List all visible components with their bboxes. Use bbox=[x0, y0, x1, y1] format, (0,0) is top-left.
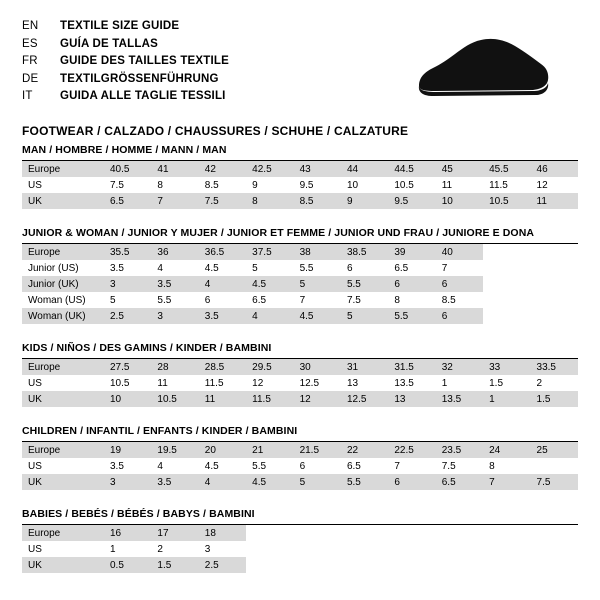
size-cell: 22.5 bbox=[388, 442, 435, 458]
size-cell: 10 bbox=[104, 391, 151, 407]
row-label: Woman (UK) bbox=[22, 308, 104, 324]
size-cell: 44 bbox=[341, 161, 388, 177]
table-row bbox=[22, 177, 578, 193]
size-cell bbox=[388, 557, 435, 573]
size-cell: 18 bbox=[199, 525, 246, 541]
table-row bbox=[22, 474, 578, 490]
size-section bbox=[22, 144, 578, 209]
size-cell bbox=[531, 525, 578, 541]
section-title: JUNIOR & WOMAN / JUNIOR Y MUJER / JUNIOR ET FEMME / JUNIOR UND FRAU / JUNIORE E DONA bbox=[22, 227, 578, 244]
size-cell: 3.5 bbox=[104, 260, 151, 276]
size-cell: 10.5 bbox=[104, 375, 151, 391]
size-cell: 8 bbox=[151, 177, 198, 193]
size-cell bbox=[483, 260, 530, 276]
size-cell: 4.5 bbox=[294, 308, 341, 324]
size-section bbox=[22, 508, 578, 573]
size-cell: 41 bbox=[151, 161, 198, 177]
size-cell bbox=[436, 557, 483, 573]
size-cell: 4.5 bbox=[246, 276, 293, 292]
size-cell: 8.5 bbox=[436, 292, 483, 308]
size-cell: 6.5 bbox=[436, 474, 483, 490]
size-table bbox=[22, 442, 578, 490]
size-table bbox=[22, 244, 578, 324]
size-cell bbox=[531, 458, 578, 474]
size-cell bbox=[483, 541, 530, 557]
size-cell bbox=[341, 525, 388, 541]
size-cell: 10 bbox=[341, 177, 388, 193]
row-label: UK bbox=[22, 391, 104, 407]
size-table bbox=[22, 161, 578, 209]
size-cell: 5.5 bbox=[388, 308, 435, 324]
size-cell: 13 bbox=[388, 391, 435, 407]
language-guide-title: TEXTILGRÖSSENFÜHRUNG bbox=[60, 72, 219, 85]
size-cell: 5.5 bbox=[341, 276, 388, 292]
size-cell bbox=[388, 525, 435, 541]
size-cell: 3.5 bbox=[104, 458, 151, 474]
size-cell: 4 bbox=[199, 276, 246, 292]
size-sections bbox=[22, 144, 578, 573]
document-header bbox=[22, 18, 578, 138]
size-cell: 7 bbox=[483, 474, 530, 490]
size-cell: 16 bbox=[104, 525, 151, 541]
size-cell: 3 bbox=[199, 541, 246, 557]
row-label: Europe bbox=[22, 161, 104, 177]
size-cell: 12.5 bbox=[341, 391, 388, 407]
table-row bbox=[22, 359, 578, 375]
size-cell: 23.5 bbox=[436, 442, 483, 458]
language-code: EN bbox=[22, 20, 39, 32]
section-title: CHILDREN / INFANTIL / ENFANTS / KINDER / BAMBINI bbox=[22, 425, 578, 442]
size-cell bbox=[246, 557, 293, 573]
size-cell: 31 bbox=[341, 359, 388, 375]
size-cell: 1 bbox=[436, 375, 483, 391]
size-cell bbox=[294, 557, 341, 573]
size-cell: 1.5 bbox=[483, 375, 530, 391]
size-cell: 6 bbox=[388, 276, 435, 292]
size-table bbox=[22, 359, 578, 407]
size-cell: 8.5 bbox=[199, 177, 246, 193]
table-row bbox=[22, 308, 578, 324]
size-cell: 38 bbox=[294, 244, 341, 260]
size-cell: 3.5 bbox=[199, 308, 246, 324]
size-cell bbox=[531, 541, 578, 557]
size-cell: 10.5 bbox=[388, 177, 435, 193]
size-cell bbox=[294, 525, 341, 541]
row-label: US bbox=[22, 177, 104, 193]
size-table bbox=[22, 525, 578, 573]
size-cell: 13.5 bbox=[436, 391, 483, 407]
size-cell: 4 bbox=[199, 474, 246, 490]
size-cell: 3.5 bbox=[151, 276, 198, 292]
size-cell: 42.5 bbox=[246, 161, 293, 177]
section-title: MAN / HOMBRE / HOMME / MANN / MAN bbox=[22, 144, 578, 161]
size-cell: 7 bbox=[151, 193, 198, 209]
size-cell: 36.5 bbox=[199, 244, 246, 260]
size-cell: 9.5 bbox=[294, 177, 341, 193]
size-cell: 7 bbox=[294, 292, 341, 308]
size-cell: 11.5 bbox=[199, 375, 246, 391]
size-cell: 5 bbox=[294, 276, 341, 292]
size-cell: 40 bbox=[436, 244, 483, 260]
size-cell: 3 bbox=[104, 276, 151, 292]
size-cell: 5.5 bbox=[341, 474, 388, 490]
size-cell: 6 bbox=[341, 260, 388, 276]
size-cell: 9.5 bbox=[388, 193, 435, 209]
size-cell: 3.5 bbox=[151, 474, 198, 490]
size-cell bbox=[341, 557, 388, 573]
size-cell: 2 bbox=[531, 375, 578, 391]
size-cell bbox=[531, 308, 578, 324]
row-label: US bbox=[22, 458, 104, 474]
size-cell: 21.5 bbox=[294, 442, 341, 458]
size-cell bbox=[246, 541, 293, 557]
row-label: Junior (US) bbox=[22, 260, 104, 276]
size-cell: 4.5 bbox=[199, 260, 246, 276]
table-row bbox=[22, 244, 578, 260]
size-cell bbox=[483, 292, 530, 308]
size-cell: 35.5 bbox=[104, 244, 151, 260]
size-cell bbox=[483, 525, 530, 541]
size-cell: 30 bbox=[294, 359, 341, 375]
size-cell: 7.5 bbox=[531, 474, 578, 490]
language-guide-title: GUIDE DES TAILLES TEXTILE bbox=[60, 55, 229, 67]
row-label: US bbox=[22, 375, 104, 391]
language-guide-title: GUIDA ALLE TAGLIE TESSILI bbox=[60, 90, 226, 102]
size-cell bbox=[246, 525, 293, 541]
row-label: US bbox=[22, 541, 104, 557]
table-row bbox=[22, 458, 578, 474]
size-cell: 2.5 bbox=[104, 308, 151, 324]
table-row bbox=[22, 391, 578, 407]
size-cell bbox=[436, 541, 483, 557]
size-cell bbox=[483, 244, 530, 260]
size-cell: 8.5 bbox=[294, 193, 341, 209]
size-cell: 7.5 bbox=[104, 177, 151, 193]
table-row bbox=[22, 525, 578, 541]
size-cell: 12 bbox=[294, 391, 341, 407]
size-cell: 13 bbox=[341, 375, 388, 391]
size-cell: 8 bbox=[246, 193, 293, 209]
table-row bbox=[22, 292, 578, 308]
table-row bbox=[22, 557, 578, 573]
table-row bbox=[22, 260, 578, 276]
size-cell: 13.5 bbox=[388, 375, 435, 391]
footwear-category-title: FOOTWEAR / CALZADO / CHAUSSURES / SCHUHE / CALZATURE bbox=[22, 123, 409, 138]
language-code: IT bbox=[22, 90, 33, 102]
size-cell: 24 bbox=[483, 442, 530, 458]
size-cell: 6 bbox=[199, 292, 246, 308]
size-cell bbox=[341, 541, 388, 557]
section-title: KIDS / NIÑOS / DES GAMINS / KINDER / BAMBINI bbox=[22, 342, 578, 359]
size-cell: 1 bbox=[483, 391, 530, 407]
language-guide-title: TEXTILE SIZE GUIDE bbox=[60, 20, 180, 32]
size-cell: 0.5 bbox=[104, 557, 151, 573]
size-cell: 7.5 bbox=[199, 193, 246, 209]
table-row bbox=[22, 375, 578, 391]
size-cell bbox=[294, 541, 341, 557]
size-cell: 42 bbox=[199, 161, 246, 177]
size-cell: 4 bbox=[246, 308, 293, 324]
size-cell: 2.5 bbox=[199, 557, 246, 573]
row-label: Europe bbox=[22, 525, 104, 541]
size-section bbox=[22, 425, 578, 490]
size-cell: 45.5 bbox=[483, 161, 530, 177]
language-code: ES bbox=[22, 37, 38, 50]
size-cell: 32 bbox=[436, 359, 483, 375]
size-cell: 11 bbox=[436, 177, 483, 193]
size-cell: 6 bbox=[294, 458, 341, 474]
row-label: UK bbox=[22, 557, 104, 573]
size-cell bbox=[483, 557, 530, 573]
size-cell: 5 bbox=[246, 260, 293, 276]
size-cell: 6.5 bbox=[246, 292, 293, 308]
size-cell: 4 bbox=[151, 260, 198, 276]
size-cell bbox=[483, 276, 530, 292]
size-cell: 12 bbox=[531, 177, 578, 193]
table-row bbox=[22, 193, 578, 209]
size-cell: 7.5 bbox=[436, 458, 483, 474]
size-cell: 33.5 bbox=[531, 359, 578, 375]
size-cell: 6 bbox=[388, 474, 435, 490]
row-label: Europe bbox=[22, 442, 104, 458]
size-cell: 37.5 bbox=[246, 244, 293, 260]
size-cell: 6.5 bbox=[388, 260, 435, 276]
size-cell bbox=[531, 557, 578, 573]
size-cell: 28.5 bbox=[199, 359, 246, 375]
size-cell: 2 bbox=[151, 541, 198, 557]
size-cell bbox=[531, 244, 578, 260]
size-cell: 3 bbox=[151, 308, 198, 324]
row-label: UK bbox=[22, 193, 104, 209]
size-cell: 7.5 bbox=[341, 292, 388, 308]
row-label: Europe bbox=[22, 244, 104, 260]
size-cell: 12 bbox=[246, 375, 293, 391]
section-title: BABIES / BEBÉS / BÉBÉS / BABYS / BAMBINI bbox=[22, 508, 578, 525]
size-cell: 11 bbox=[531, 193, 578, 209]
size-cell: 1.5 bbox=[531, 391, 578, 407]
size-section bbox=[22, 227, 578, 324]
size-cell: 9 bbox=[341, 193, 388, 209]
size-cell: 4.5 bbox=[246, 474, 293, 490]
size-cell: 11 bbox=[151, 375, 198, 391]
row-label: UK bbox=[22, 474, 104, 490]
size-cell: 17 bbox=[151, 525, 198, 541]
size-cell: 7 bbox=[436, 260, 483, 276]
row-label: Junior (UK) bbox=[22, 276, 104, 292]
size-cell bbox=[531, 292, 578, 308]
size-cell bbox=[436, 525, 483, 541]
size-cell: 5 bbox=[294, 474, 341, 490]
language-code: DE bbox=[22, 72, 39, 85]
size-cell: 6.5 bbox=[104, 193, 151, 209]
size-cell bbox=[388, 541, 435, 557]
table-row bbox=[22, 161, 578, 177]
size-cell: 25 bbox=[531, 442, 578, 458]
size-cell: 22 bbox=[341, 442, 388, 458]
size-cell: 10 bbox=[436, 193, 483, 209]
size-cell: 1 bbox=[104, 541, 151, 557]
row-label: Europe bbox=[22, 359, 104, 375]
size-cell: 5.5 bbox=[246, 458, 293, 474]
size-cell: 10.5 bbox=[483, 193, 530, 209]
size-cell: 5.5 bbox=[151, 292, 198, 308]
size-cell: 5.5 bbox=[294, 260, 341, 276]
size-cell: 8 bbox=[483, 458, 530, 474]
size-cell: 40.5 bbox=[104, 161, 151, 177]
size-cell: 33 bbox=[483, 359, 530, 375]
size-cell: 1.5 bbox=[151, 557, 198, 573]
size-cell: 12.5 bbox=[294, 375, 341, 391]
size-cell bbox=[531, 276, 578, 292]
size-cell: 4 bbox=[151, 458, 198, 474]
size-cell: 27.5 bbox=[104, 359, 151, 375]
size-cell: 38.5 bbox=[341, 244, 388, 260]
table-row bbox=[22, 541, 578, 557]
size-cell: 9 bbox=[246, 177, 293, 193]
size-cell: 19.5 bbox=[151, 442, 198, 458]
table-row bbox=[22, 276, 578, 292]
size-cell: 31.5 bbox=[388, 359, 435, 375]
size-cell: 4.5 bbox=[199, 458, 246, 474]
language-code: FR bbox=[22, 55, 38, 67]
size-cell: 44.5 bbox=[388, 161, 435, 177]
size-cell bbox=[483, 308, 530, 324]
language-guide-title: GUÍA DE TALLAS bbox=[60, 37, 158, 50]
size-cell bbox=[531, 260, 578, 276]
size-cell: 21 bbox=[246, 442, 293, 458]
size-cell: 39 bbox=[388, 244, 435, 260]
size-cell: 3 bbox=[104, 474, 151, 490]
table-row bbox=[22, 442, 578, 458]
row-label: Woman (US) bbox=[22, 292, 104, 308]
dress-shoe-icon bbox=[375, 28, 550, 108]
size-cell: 5 bbox=[341, 308, 388, 324]
size-cell: 45 bbox=[436, 161, 483, 177]
size-cell: 11.5 bbox=[483, 177, 530, 193]
size-cell: 11.5 bbox=[246, 391, 293, 407]
size-cell: 20 bbox=[199, 442, 246, 458]
size-cell: 43 bbox=[294, 161, 341, 177]
size-cell: 6 bbox=[436, 308, 483, 324]
size-cell: 19 bbox=[104, 442, 151, 458]
size-cell: 11 bbox=[199, 391, 246, 407]
size-cell: 8 bbox=[388, 292, 435, 308]
size-section bbox=[22, 342, 578, 407]
size-cell: 36 bbox=[151, 244, 198, 260]
size-cell: 6 bbox=[436, 276, 483, 292]
size-cell: 10.5 bbox=[151, 391, 198, 407]
size-cell: 28 bbox=[151, 359, 198, 375]
size-cell: 5 bbox=[104, 292, 151, 308]
size-cell: 29.5 bbox=[246, 359, 293, 375]
size-cell: 46 bbox=[531, 161, 578, 177]
size-cell: 7 bbox=[388, 458, 435, 474]
size-cell: 6.5 bbox=[341, 458, 388, 474]
